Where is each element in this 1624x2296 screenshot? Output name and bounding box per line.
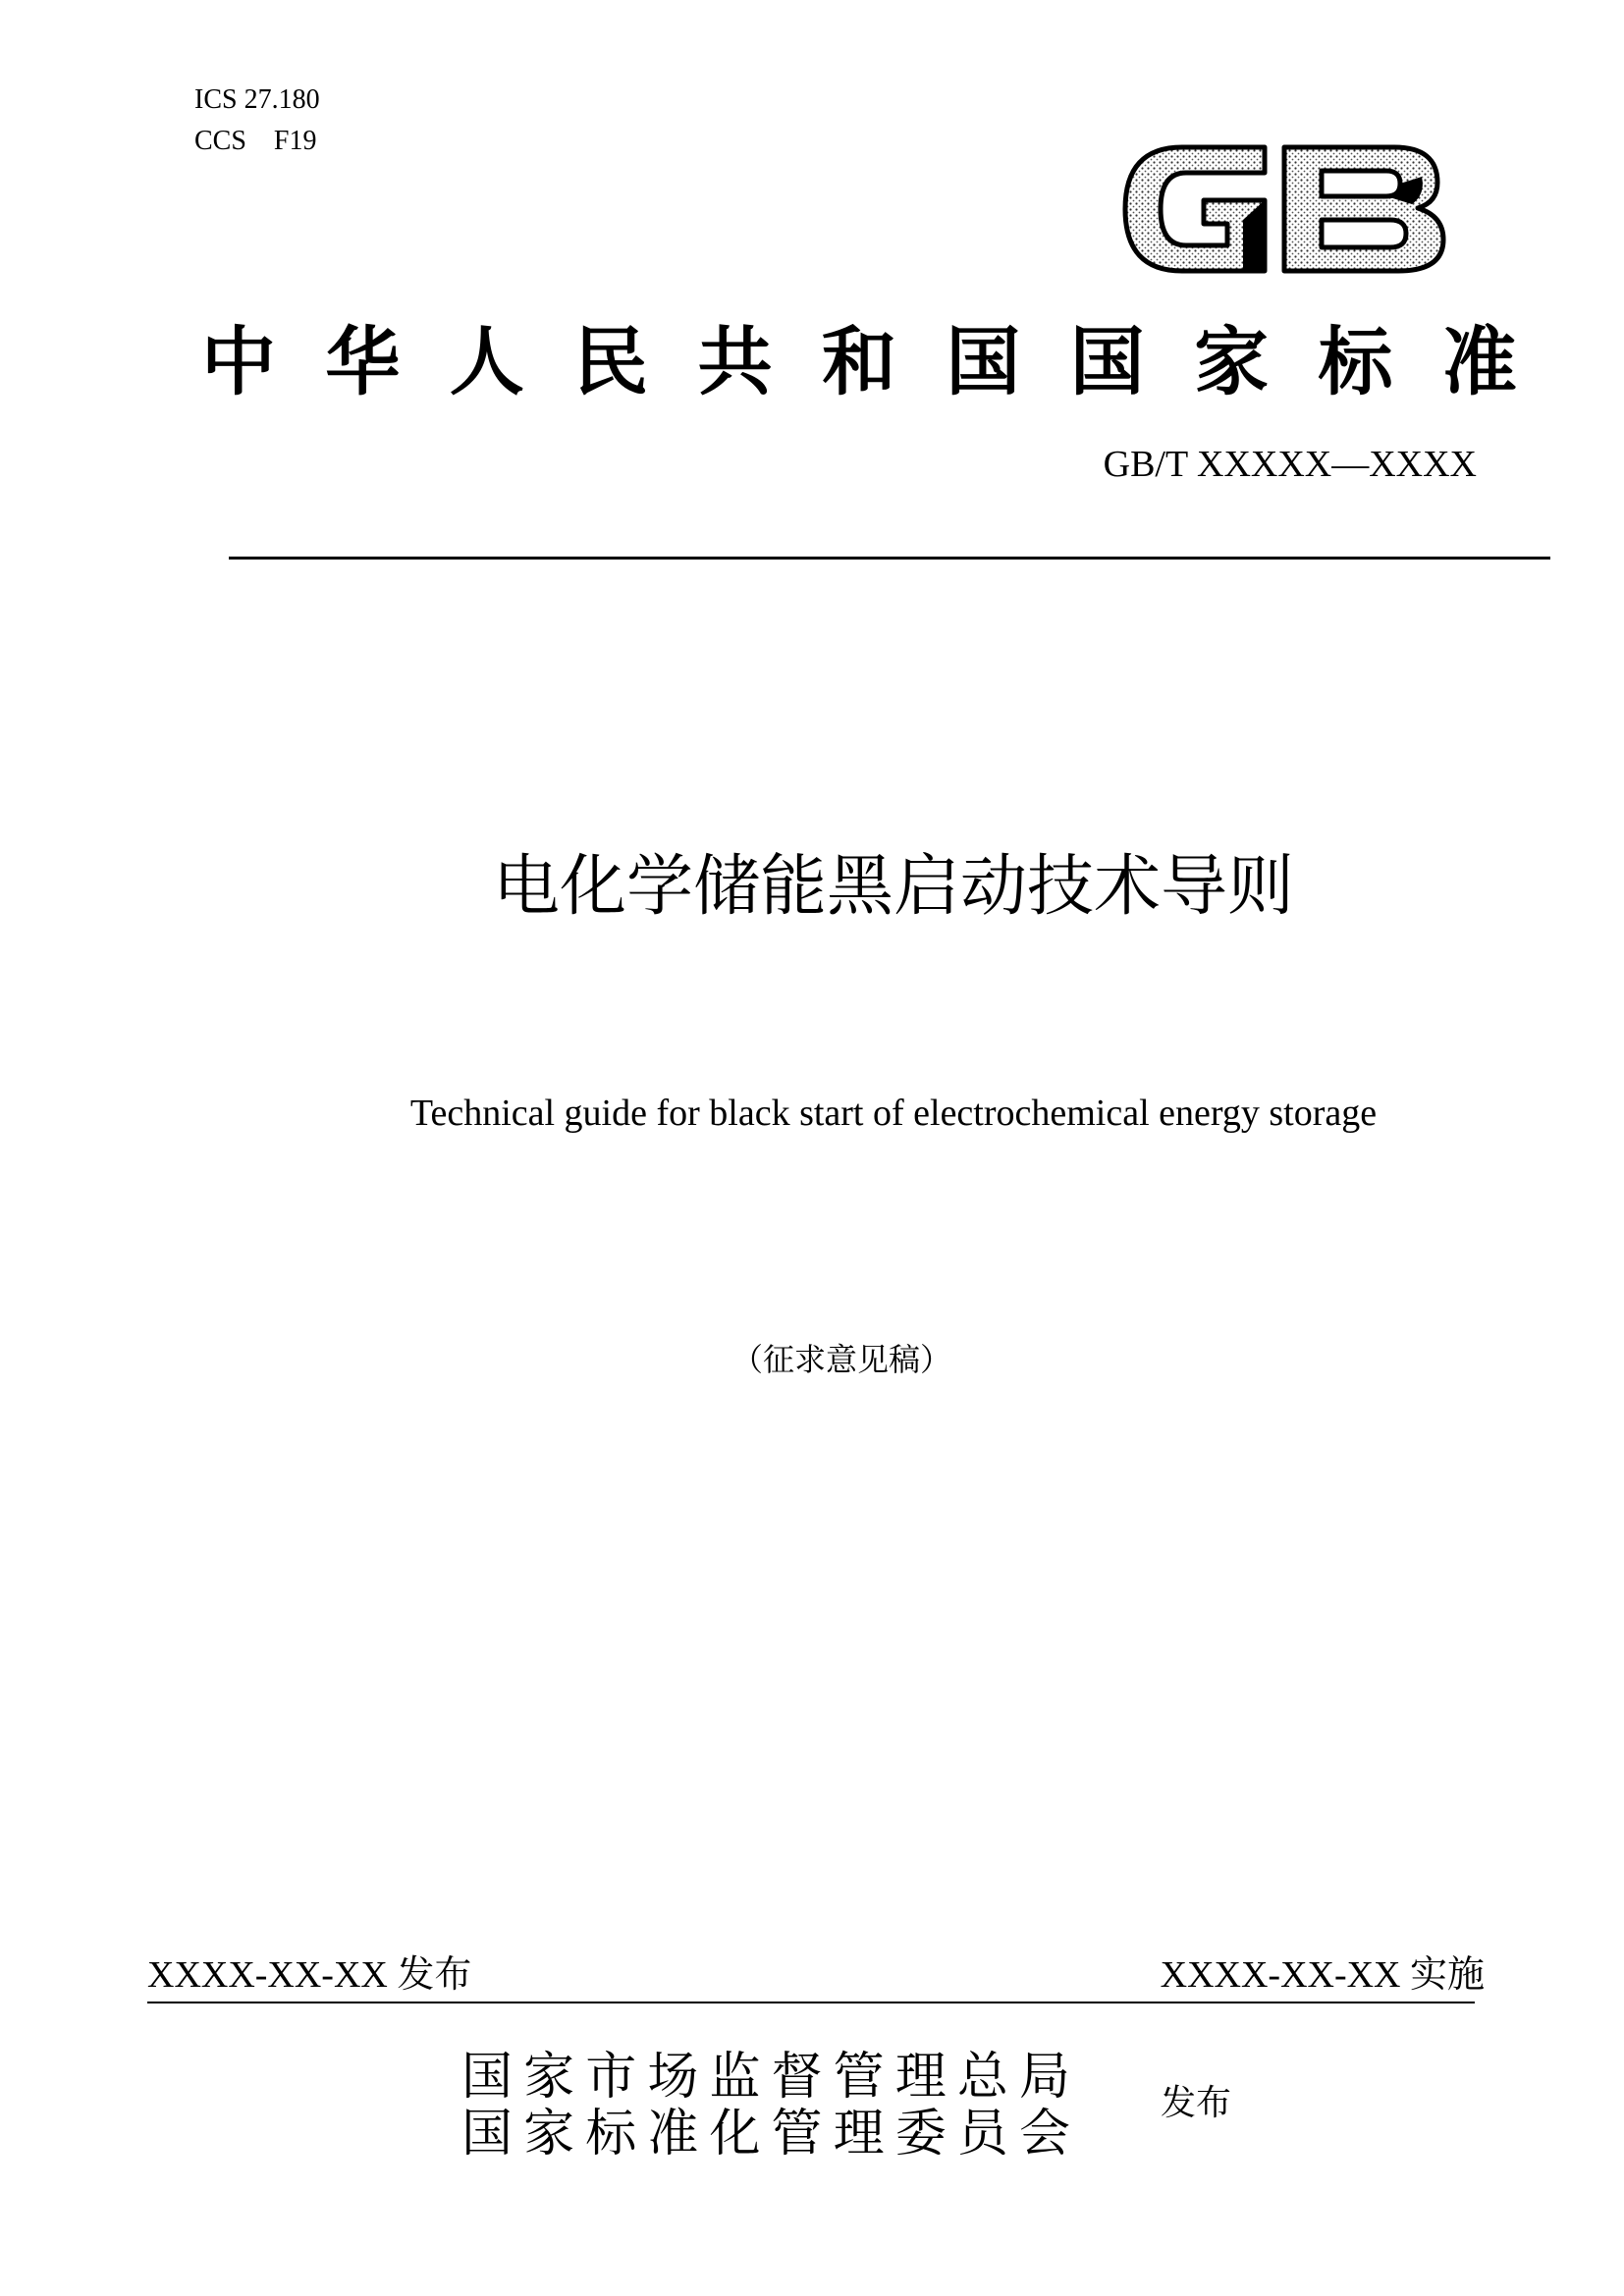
heading-char: 人 [449, 317, 524, 405]
authority-char: 准 [647, 2105, 699, 2163]
document-title-chinese: 电化学储能黑启动技术导则 [492, 848, 1294, 926]
ccs-code: CCS F19 [194, 126, 317, 156]
authority-char: 家 [523, 2048, 575, 2107]
implementation-date: XXXX-XX-XX 实施 [1160, 1954, 1485, 1996]
authority-char: 理 [894, 2048, 947, 2107]
footer-divider [147, 2002, 1475, 2003]
document-title-english: Technical guide for black start of electrochemical energy storage [409, 1093, 1378, 1134]
authority-char: 员 [956, 2105, 1008, 2163]
heading-char: 华 [325, 317, 401, 405]
heading-char: 国 [946, 317, 1021, 405]
heading-char: 准 [1441, 317, 1517, 405]
draft-status-label: （征求意见稿） [731, 1341, 951, 1378]
heading-char: 和 [821, 317, 896, 405]
authority-char: 市 [585, 2048, 637, 2107]
gb-logo-text: GB [1117, 126, 1119, 127]
authority-char: 局 [1018, 2048, 1070, 2107]
heading-char: 国 [1069, 317, 1145, 405]
authority-char: 国 [461, 2105, 514, 2163]
authority-char: 管 [771, 2105, 823, 2163]
heading-char: 家 [1194, 317, 1270, 405]
authority-char: 总 [956, 2048, 1008, 2107]
authority-char: 督 [771, 2048, 823, 2107]
issuing-authority-1 [461, 2050, 1070, 2105]
issuing-authority-2 [461, 2107, 1070, 2162]
heading-char: 民 [573, 317, 649, 405]
ics-code: ICS 27.180 [194, 84, 320, 115]
header-divider [229, 557, 1550, 560]
authority-char: 管 [833, 2048, 885, 2107]
authority-char: 家 [523, 2105, 575, 2163]
heading-char: 共 [697, 317, 773, 405]
heading-char: 标 [1318, 317, 1393, 405]
authority-char: 国 [461, 2048, 514, 2107]
authority-char: 监 [709, 2048, 761, 2107]
standard-number: GB/T XXXXX—XXXX [1103, 444, 1477, 485]
publish-label: 发布 [1161, 2083, 1232, 2123]
authority-char: 会 [1018, 2105, 1070, 2163]
authority-char: 标 [585, 2105, 637, 2163]
national-standard-heading [201, 306, 1517, 404]
heading-char: 中 [201, 317, 276, 405]
authority-char: 化 [709, 2105, 761, 2163]
issue-date: XXXX-XX-XX 发布 [147, 1954, 472, 1996]
authority-char: 理 [833, 2105, 885, 2163]
gb-logo [1117, 126, 1451, 293]
authority-char: 场 [647, 2048, 699, 2107]
authority-char: 委 [894, 2105, 947, 2163]
